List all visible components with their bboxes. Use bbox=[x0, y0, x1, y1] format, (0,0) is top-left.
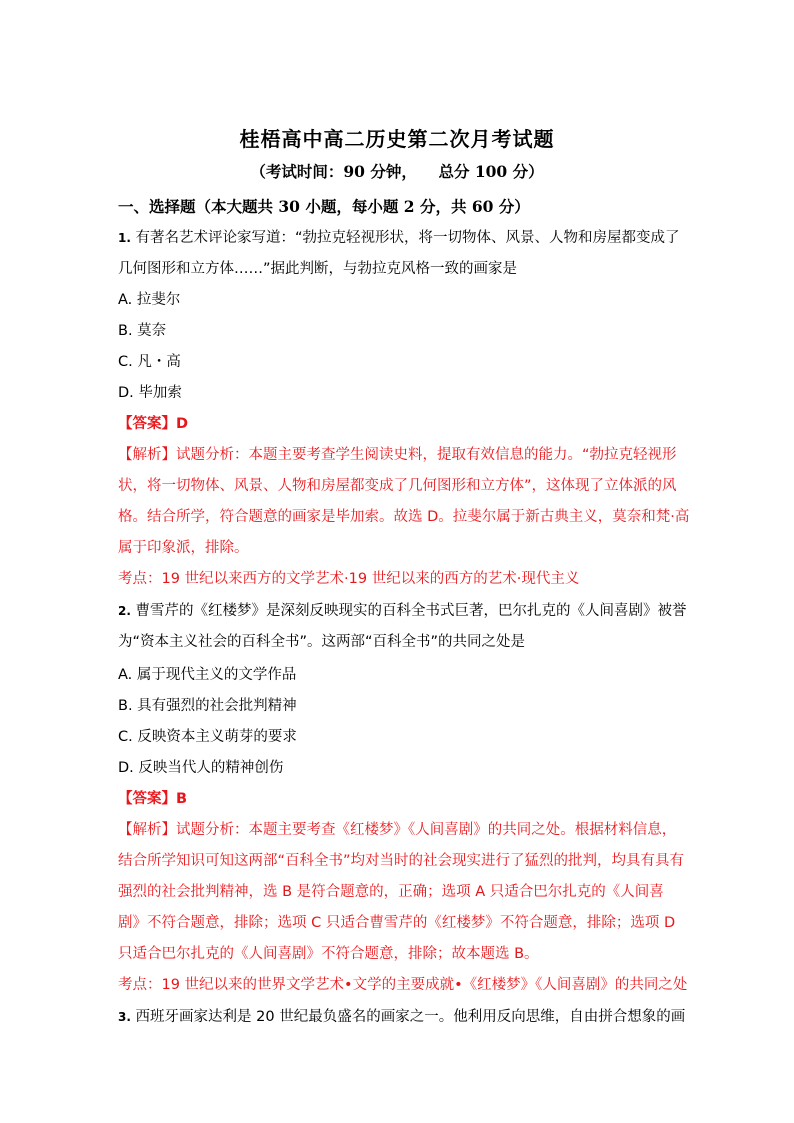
q2-option-a: A. 属于现代主义的文学作品 bbox=[118, 667, 297, 683]
q2-stem-text-1: 曹雪芹的《红楼梦》是深刻反映现实的百科全书式巨著，巴尔扎克的《人间喜剧》被誉 bbox=[130, 603, 687, 619]
q3-stem-line-1 bbox=[118, 1007, 685, 1027]
q2-explanation-line-5: 只适合巴尔扎克的《人间喜剧》不符合题意，排除；故本题选 B。 bbox=[118, 946, 539, 962]
section-heading: 一、选择题（本大题共 30 小题，每小题 2 分，共 60 分） bbox=[118, 197, 530, 216]
q2-explanation-line-3: 强烈的社会批判精神，选 B 是符合题意的，正确；选项 A 只适合巴尔扎克的《人间喜 bbox=[118, 884, 664, 900]
q1-option-d: D. 毕加索 bbox=[118, 385, 182, 401]
q2-option-b: B. 具有强烈的社会批判精神 bbox=[118, 698, 297, 714]
q1-explanation-line-2: 状，将一切物体、风景、人物和房屋都变成了几何图形和立方体”，这体现了立体派的风 bbox=[118, 478, 677, 494]
q2-explanation-line-1: 【解析】试题分析：本题主要考查《红楼梦》《人间喜剧》的共同之处。根据材料信息， bbox=[118, 822, 677, 838]
q1-stem-text-1: 有著名艺术评论家写道：“勃拉克轻视形状，将一切物体、风景、人物和房屋都变成了 bbox=[130, 230, 680, 246]
q1-option-a: A. 拉斐尔 bbox=[118, 292, 181, 308]
q2-explanation-line-4: 剧》不符合题意，排除；选项 C 只适合曹雪芹的《红楼梦》不符合题意，排除；选项 D bbox=[118, 915, 676, 931]
q2-option-d: D. 反映当代人的精神创伤 bbox=[118, 760, 284, 776]
q2-answer: 【答案】B bbox=[118, 791, 188, 807]
q3-number: 3. bbox=[118, 1010, 131, 1024]
exam-subtitle: （考试时间：90 分钟， 总分 100 分） bbox=[250, 162, 544, 181]
q1-explanation-line-3: 格。结合所学，符合题意的画家是毕加索。故选 D。拉斐尔属于新古典主义，莫奈和梵·高 bbox=[118, 509, 690, 525]
q2-stem-line-1 bbox=[118, 601, 687, 621]
q2-knowledge-point: 考点：19 世纪以来的世界文学艺术•文学的主要成就•《红楼梦》《人间喜剧》的共同之处 bbox=[118, 977, 688, 993]
q1-stem-line-1 bbox=[118, 228, 680, 248]
q1-number: 1. bbox=[118, 231, 131, 245]
q2-explanation-line-2: 结合所学知识可知这两部“百科全书”均对当时的社会现实进行了猛烈的批判，均具有具有 bbox=[118, 853, 685, 869]
q1-explanation-line-1: 【解析】试题分析：本题主要考查学生阅读史料，提取有效信息的能力。“勃拉克轻视形 bbox=[118, 447, 677, 463]
q1-answer: 【答案】D bbox=[118, 416, 189, 432]
q1-explanation-line-4: 属于印象派，排除。 bbox=[118, 540, 249, 556]
q3-stem-text-1: 西班牙画家达利是 20 世纪最负盛名的画家之一。他利用反向思维，自由拼合想象的画 bbox=[130, 1009, 686, 1025]
q2-stem-line-2: 为“资本主义社会的百科全书”。这两部“百科全书”的共同之处是 bbox=[118, 634, 526, 650]
q1-stem-line-2: 几何图形和立方体……”据此判断，与勃拉克风格一致的画家是 bbox=[118, 261, 518, 277]
exam-title: 桂梧高中高二历史第二次月考试题 bbox=[239, 127, 555, 151]
q1-knowledge-point: 考点：19 世纪以来西方的文学艺术·19 世纪以来的西方的艺术·现代主义 bbox=[118, 571, 580, 587]
q2-number: 2. bbox=[118, 604, 131, 618]
q1-option-c: C. 凡・高 bbox=[118, 354, 181, 370]
q2-option-c: C. 反映资本主义萌芽的要求 bbox=[118, 729, 297, 745]
q1-option-b: B. 莫奈 bbox=[118, 323, 167, 339]
